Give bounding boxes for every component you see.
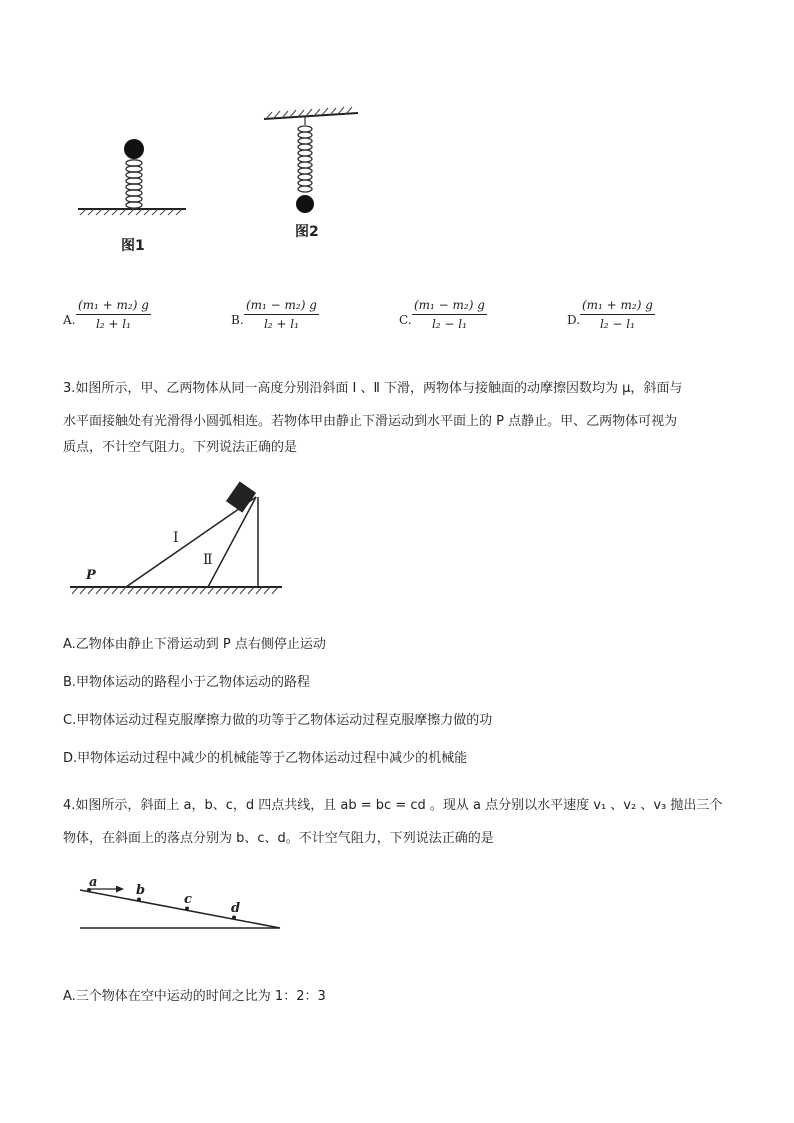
option-letter: C. (399, 313, 412, 327)
point-p-label: P (86, 568, 96, 583)
q4-stem-line-2: 物体，在斜面上的落点分别为 b、c、d。不计空气阻力，下列说法正确的是 (63, 831, 494, 846)
figure-1-label: 图1 (121, 238, 145, 254)
q3-stem-line-2: 水平面接触处有光滑得小圆弧相连。若物体甲由静止下滑运动到水平面上的 P 点静止。甲、乙两物体可视为 (63, 414, 678, 429)
point-d-label: d (231, 901, 241, 916)
q3-option-b: B.甲物体运动的路程小于乙物体运动的路程 (63, 675, 311, 690)
fraction-numerator: (m₁ + m₂) g (580, 298, 655, 315)
q4-stem-line-1: 4.如图所示，斜面上 a，b、c，d 四点共线，且 ab = bc = cd 。现从 a 点分别以水平速度 v₁ 、v₂ 、v₃ 抛出三个 (63, 798, 723, 813)
fraction-numerator: (m₁ − m₂) g (412, 298, 487, 315)
option-letter: D. (567, 313, 581, 327)
q3-stem-line-3: 质点，不计空气阻力。下列说法正确的是 (63, 440, 298, 455)
point-b-label: b (136, 883, 146, 898)
fraction-numerator: (m₁ − m₂) g (244, 298, 319, 315)
q3-option-a: A.乙物体由静止下滑运动到 P 点右侧停止运动 (63, 637, 326, 652)
fraction-denominator: l₂ + l₁ (263, 317, 299, 331)
point-a-label: a (89, 875, 98, 890)
figure-2-label: 图2 (295, 224, 319, 240)
option-letter: B. (231, 313, 244, 327)
fraction-denominator: l₂ + l₁ (95, 317, 131, 331)
q3-option-d: D.甲物体运动过程中减少的机械能等于乙物体运动过程中减少的机械能 (63, 751, 468, 766)
q4-option-a: A.三个物体在空中运动的时间之比为 1：2：3 (63, 989, 326, 1004)
fraction-numerator: (m₁ + m₂) g (76, 298, 151, 315)
q3-option-c: C.甲物体运动过程克服摩擦力做的功等于乙物体运动过程克服摩擦力做的功 (63, 713, 493, 728)
fraction-denominator: l₂ − l₁ (431, 317, 467, 331)
point-c-label: c (184, 892, 192, 907)
slope-i-label: Ⅰ (173, 530, 179, 546)
q3-stem-line-1: 3.如图所示，甲、乙两物体从同一高度分别沿斜面 Ⅰ 、Ⅱ 下滑，两物体与接触面的动摩擦因数均为 μ，斜面与 (63, 381, 683, 396)
slope-ii-label: Ⅱ (203, 552, 213, 568)
option-letter: A. (63, 313, 76, 327)
fraction-denominator: l₂ − l₁ (599, 317, 635, 331)
